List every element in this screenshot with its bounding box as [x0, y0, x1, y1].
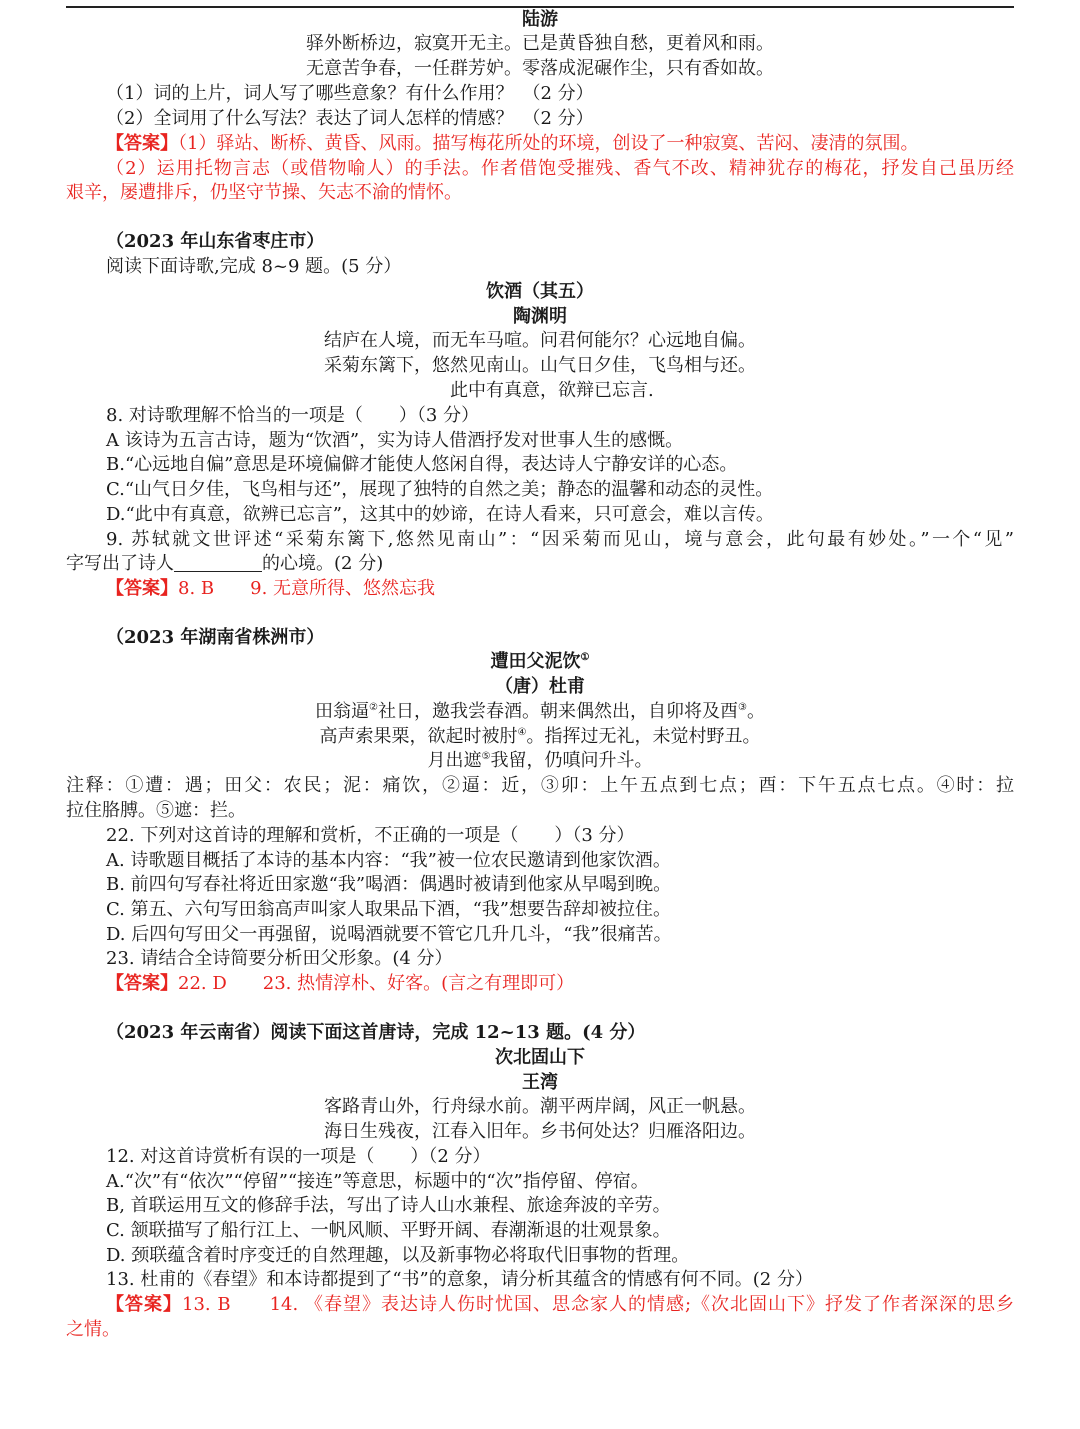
- option: D.“此中有真意，欲辨已忘言”，这其中的妙谛，在诗人看来，只可意会，难以言传。: [106, 504, 774, 525]
- poem-text: 。指挥过无礼，未觉村野丑。: [526, 726, 761, 747]
- option: A 该诗为五言古诗，题为“饮酒”，实为诗人借酒抒发对世事人生的感慨。: [106, 430, 684, 451]
- option: D. 颈联蕴含着时序变迁的自然理趣，以及新事物必将取代旧事物的哲理。: [106, 1245, 690, 1266]
- question: （2）全词用了什么写法？表达了词人怎样的情感？ （2 分）: [106, 108, 594, 129]
- poem-author: （唐）杜甫: [495, 676, 585, 697]
- poem-text: 月出遮: [427, 750, 482, 771]
- option: D. 后四句写田父一再强留，说喝酒就要不管它几升几斗，“我”很痛苦。: [106, 924, 672, 945]
- answer-tag: 【答案】: [106, 973, 178, 994]
- option: C.“山气日夕佳，飞鸟相与还”，展现了独特的自然之美；静态的温馨和动态的灵性。: [106, 479, 774, 500]
- option: C. 第五、六句写田翁高声叫家人取果品下酒，“我”想要告辞却被拉住。: [106, 899, 671, 920]
- option: B, 首联运用互文的修辞手法，写出了诗人山水兼程、旅途奔波的辛劳。: [106, 1195, 671, 1216]
- answer-text: 22. D 23. 热情淳朴、好客。(言之有理即可）: [178, 973, 575, 994]
- option: A.“次”有“依次”“停留”“接连”等意思，标题中的“次”指停留、停宿。: [106, 1171, 649, 1192]
- poem-line: 客路青山外，行舟绿水前。潮平两岸阔，风正一帆悬。: [324, 1096, 756, 1117]
- instruction: 阅读下面诗歌,完成 8~9 题。(5 分）: [106, 256, 402, 277]
- question: 12. 对这首诗赏析有误的一项是（ ）（2 分）: [106, 1146, 491, 1167]
- poem-text: 高声索果栗，欲起时被肘: [319, 726, 518, 747]
- poem-title: [0, 650, 1080, 674]
- footnote-marker: ③: [738, 702, 747, 713]
- poem-text: 社日，邀我尝春酒。朝来偶然出，自卯将及酉: [378, 701, 738, 722]
- poem-line: 采菊东篱下，悠然见南山。山气日夕佳，飞鸟相与还。: [324, 355, 756, 376]
- footnote-marker: ⑤: [481, 751, 491, 762]
- answer-text: 13. B 14. 《春望》表达诗人伤时忧国、思念家人的情感;《次北固山下》抒发了作者深深的思乡: [182, 1294, 1015, 1315]
- poem-title: 次北固山下: [495, 1047, 585, 1068]
- poem-line: [0, 749, 1080, 773]
- question: 8. 对诗歌理解不恰当的一项是（ ）（3 分）: [106, 405, 480, 426]
- source-label: （2023 年山东省枣庄市）: [106, 231, 325, 252]
- answer-text: 8. B 9. 无意所得、悠然忘我: [178, 578, 436, 599]
- poem-author: 陆游: [522, 9, 558, 30]
- annotation: 注释：①遭：遇；田父：农民；泥：痛饮，②逼：近，③卯：上午五点到七点；酉：下午五点七点。④时：拉: [66, 775, 1014, 796]
- option: B.“心远地自偏”意思是环境偏僻才能使人悠闲自得，表达诗人宁静安详的心态。: [106, 454, 738, 475]
- poem-title-text: 遭田父泥饮: [490, 651, 581, 672]
- question-text: 字写出了诗人: [66, 553, 174, 574]
- footnote-marker: ②: [369, 702, 378, 713]
- poem-author: 王湾: [522, 1072, 558, 1093]
- poem-text: 。: [746, 701, 765, 722]
- question: [66, 552, 383, 576]
- poem-line: 结庐在人境，而无车马喧。问君何能尔？心远地自偏。: [324, 330, 756, 351]
- footnote-marker: ①: [580, 652, 590, 663]
- poem-line: 驿外断桥边，寂寞开无主。已是黄昏独自愁，更着风和雨。: [306, 33, 774, 54]
- answer-tag: 【答案】: [106, 1294, 183, 1315]
- answer-tag: 【答案】: [106, 578, 178, 599]
- poem-line: [0, 725, 1080, 749]
- poem-line: 此中有真意，欲辩已忘言.: [450, 380, 654, 401]
- answer-text: （2）运用托物言志（或借物喻人）的手法。作者借饱受摧残、香气不改、精神犹存的梅花，抒发自己虽历经: [106, 158, 1014, 179]
- poem-text: 我留，仍嗔问升斗。: [490, 750, 653, 771]
- answer: [106, 132, 918, 156]
- option: B. 前四句写春社将近田家邀“我”喝酒：偶遇时被请到他家从早喝到晚。: [106, 874, 672, 895]
- question: （1）词的上片，词人写了哪些意象？有什么作用？ （2 分）: [106, 83, 594, 104]
- option: A. 诗歌题目概括了本诗的基本内容：“我”被一位农民邀请到他家饮酒。: [106, 850, 671, 871]
- source-label: （2023 年湖南省株洲市）: [106, 627, 325, 648]
- poem-title: 饮酒（其五）: [486, 281, 594, 302]
- poem-line: [0, 700, 1080, 724]
- poem-line: 海日生残夜，江春入旧年。乡书何处达？归雁洛阳边。: [324, 1121, 756, 1142]
- answer: [106, 1293, 1014, 1317]
- poem-author: 陶渊明: [513, 306, 567, 327]
- footnote-marker: ④: [517, 727, 527, 738]
- answer-text: 艰辛，屡遭排斥，仍坚守节操、矢志不渝的情怀。: [66, 182, 462, 203]
- answer-tag: 【答案】: [106, 133, 178, 154]
- answer-text: 之情。: [66, 1319, 120, 1340]
- question: 22. 下列对这首诗的理解和赏析，不正确的一项是（ ）（3 分）: [106, 825, 635, 846]
- answer: [106, 972, 574, 996]
- question: 9. 苏轼就文世评述“采菊东篱下,悠然见南山”：“因采菊而见山，境与意会，此句最有妙处。”一个“见”: [106, 529, 1014, 550]
- source-label: （2023 年云南省）阅读下面这首唐诗，完成 12~13 题。(4 分）: [106, 1022, 646, 1043]
- answer-text: （1）驿站、断桥、黄昏、风雨。描写梅花所处的环境，创设了一种寂寞、苦闷、凄清的氛围。: [178, 133, 919, 154]
- question-text: 的心境。(2 分): [262, 553, 384, 574]
- poem-text: 田翁逼: [315, 701, 370, 722]
- question: 23. 请结合全诗简要分析田父形象。(4 分）: [106, 948, 453, 969]
- answer: [106, 577, 435, 601]
- question: 13. 杜甫的《春望》和本诗都提到了“书”的意象，请分析其蕴含的情感有何不同。(2 分）: [106, 1269, 813, 1290]
- option: C. 颔联描写了船行江上、一帆风顺、平野开阔、春潮渐退的壮观景象。: [106, 1220, 671, 1241]
- answer-blank: [174, 553, 262, 572]
- annotation: 拉住胳膊。⑤遮：拦。: [66, 800, 246, 821]
- poem-line: 无意苦争春，一任群芳妒。零落成泥碾作尘，只有香如故。: [306, 58, 774, 79]
